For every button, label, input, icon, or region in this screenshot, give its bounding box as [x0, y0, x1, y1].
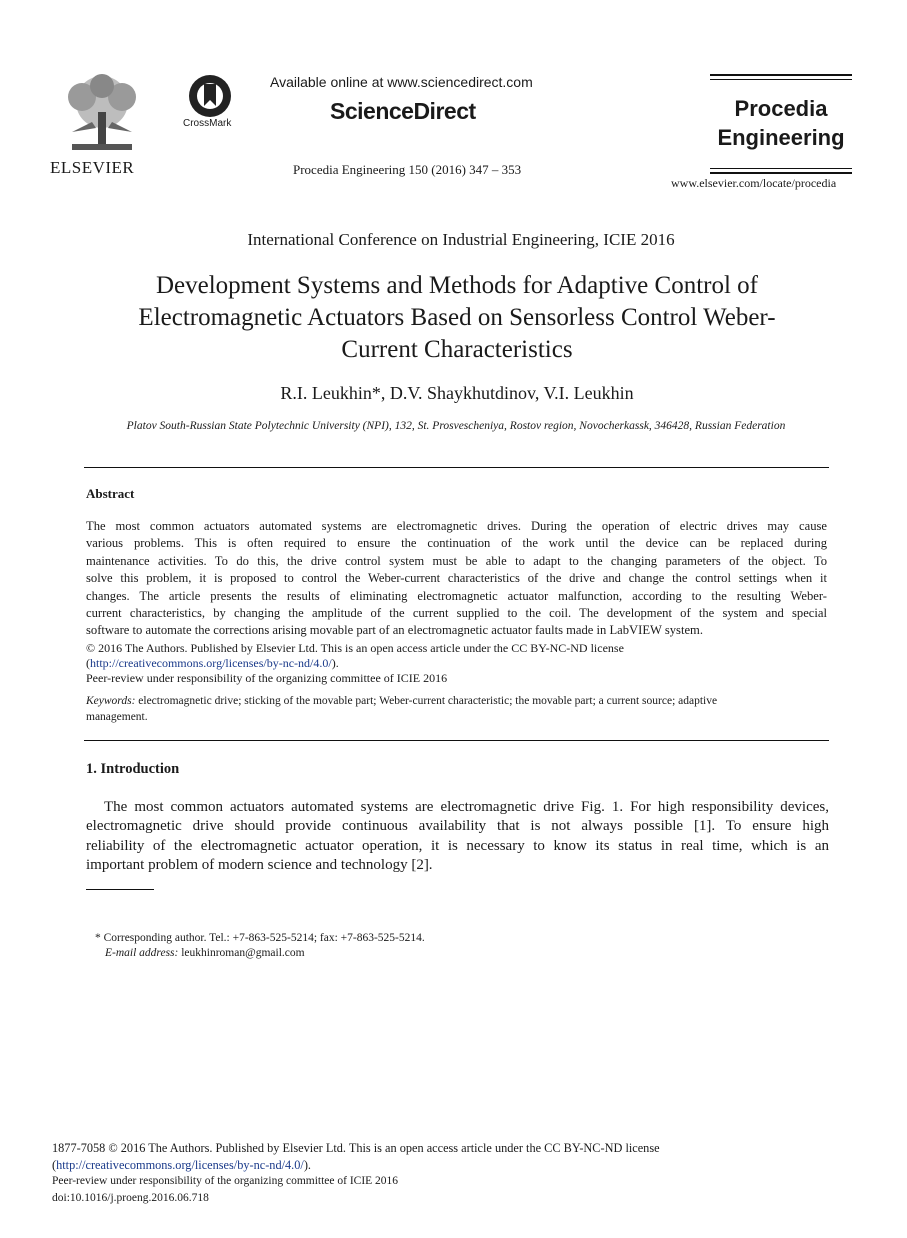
- journal-top-rule: [710, 74, 852, 76]
- paper-title: [0, 270, 907, 366]
- journal-top-rule-thin: [710, 79, 852, 80]
- footer-license-link[interactable]: http://creativecommons.org/licenses/by-nc-nd/4.0/: [56, 1157, 304, 1172]
- footer-issn-line: 1877-7058 © 2016 The Authors. Published by Elsevier Ltd. This is an open access article under the CC BY-NC-ND license: [52, 1141, 660, 1155]
- license-link[interactable]: http://creativecommons.org/licenses/by-nc-nd/4.0/: [90, 656, 332, 670]
- crossmark-logo[interactable]: [180, 74, 240, 134]
- keywords-line1: electromagnetic drive; sticking of the movable part; Weber-current characteristic; the movable part; a current source; adaptive: [138, 695, 718, 707]
- conference-name: International Conference on Industrial Engineering, ICIE 2016: [247, 230, 675, 249]
- sciencedirect-logo[interactable]: ScienceDirect: [330, 98, 476, 124]
- footer-license-close: ).: [303, 1157, 311, 1172]
- footer-doi[interactable]: doi:10.1016/j.proeng.2016.06.718: [52, 1191, 209, 1204]
- license-open: (: [86, 656, 90, 670]
- section-heading-introduction: 1. Introduction: [86, 761, 180, 777]
- journal-url[interactable]: www.elsevier.com/locate/procedia: [671, 176, 837, 190]
- elsevier-logo: [52, 72, 152, 180]
- email-address[interactable]: leukhinroman@gmail.com: [181, 947, 305, 959]
- paper-title-line3: Current Characteristics: [341, 336, 573, 363]
- abstract-line: changes. The article presents the results of eliminating electromagnetic actuator malfunction, according to the resulting Weber-: [86, 588, 827, 603]
- journal-bottom-rule-thick: [710, 172, 852, 174]
- abstract-line: maintenance activities. To do this, the drive control system must be able to adapt to the changing parameters of the object. To: [86, 553, 827, 568]
- paper-title-line1: Development Systems and Methods for Adaptive Control of: [155, 272, 758, 299]
- copyright-notice: © 2016 The Authors. Published by Elsevier Ltd. This is an open access article under the CC BY-NC-ND license: [86, 641, 624, 655]
- crossmark-icon: [186, 74, 234, 118]
- abstract-bottom-rule: [84, 740, 829, 741]
- paper-title-line2: Electromagnetic Actuators Based on Sensorless Control Weber-: [138, 304, 776, 331]
- peer-review-notice: Peer-review under responsibility of the organizing committee of ICIE 2016: [86, 671, 448, 685]
- keywords: [86, 694, 827, 725]
- footnote-email-line: [105, 947, 305, 959]
- elsevier-tree-icon: [52, 72, 152, 160]
- footer-license-open: (: [52, 1157, 57, 1172]
- available-online: Available online at www.sciencedirect.com: [270, 74, 533, 90]
- abstract-line: current characteristics, by changing the amplitude of the current supplied to the coil. The development of the system and special: [86, 606, 827, 621]
- publisher-name: ELSEVIER: [50, 158, 135, 177]
- keywords-line2: management.: [86, 710, 148, 723]
- abstract-line: solve this problem, it is proposed to control the Weber-current characteristics of the drive and change the control settings when it: [86, 571, 827, 586]
- journal-bottom-rule: [710, 168, 852, 169]
- abstract-line: The most common actuators automated systems are electromagnetic drives. During the operation of electric drives may cause: [86, 519, 827, 533]
- journal-name-line1: Procedia: [734, 96, 828, 121]
- journal-citation: Procedia Engineering 150 (2016) 347 – 353: [293, 162, 522, 177]
- crossmark-label: CrossMark: [183, 118, 232, 129]
- introduction-body: [86, 798, 829, 875]
- affiliation: Platov South-Russian State Polytechnic University (NPI), 132, St. Prosvescheniya, Rostov region, Novocherkassk, 346428, Russian Federation: [126, 420, 786, 432]
- author-list: R.I. Leukhin*, D.V. Shaykhutdinov, V.I. Leukhin: [280, 383, 634, 403]
- footnote-separator: [86, 889, 154, 890]
- abstract-line: software to automate the corrections arising movable part of an electromagnetic actuator faults made in LabVIEW system.: [86, 623, 703, 638]
- footer: [52, 1140, 660, 1206]
- license-line: [86, 656, 339, 671]
- introduction-line: reliability of the electromagnetic actuator operation, it is necessary to know its status in real time, which is an: [86, 837, 829, 854]
- abstract-line: various problems. This is often required to ensure the continuation of the work until the device can be replaced during: [86, 536, 827, 551]
- abstract-body: [86, 518, 827, 640]
- keywords-label: Keywords:: [86, 695, 136, 707]
- footer-peer-review: Peer-review under responsibility of the organizing committee of ICIE 2016: [52, 1175, 399, 1187]
- license-close: ).: [331, 656, 339, 670]
- footnote-corresponding: * Corresponding author. Tel.: +7-863-525-5214; fax: +7-863-525-5214.: [95, 932, 425, 944]
- journal-name-line2: Engineering: [717, 125, 845, 150]
- journal-name: [710, 94, 852, 152]
- abstract-heading: Abstract: [86, 486, 135, 501]
- introduction-line: The most common actuators automated systems are electromagnetic drive Fig. 1. For high responsibility devices,: [104, 799, 829, 815]
- footer-license-line: [52, 1157, 660, 1174]
- abstract-top-rule: [84, 467, 829, 468]
- introduction-line: important problem of modern science and technology [2].: [86, 856, 433, 873]
- email-label: E-mail address:: [105, 947, 179, 959]
- introduction-line: electromagnetic drive should provide continuous availability that is not always possible [1]. To ensure high: [86, 818, 829, 835]
